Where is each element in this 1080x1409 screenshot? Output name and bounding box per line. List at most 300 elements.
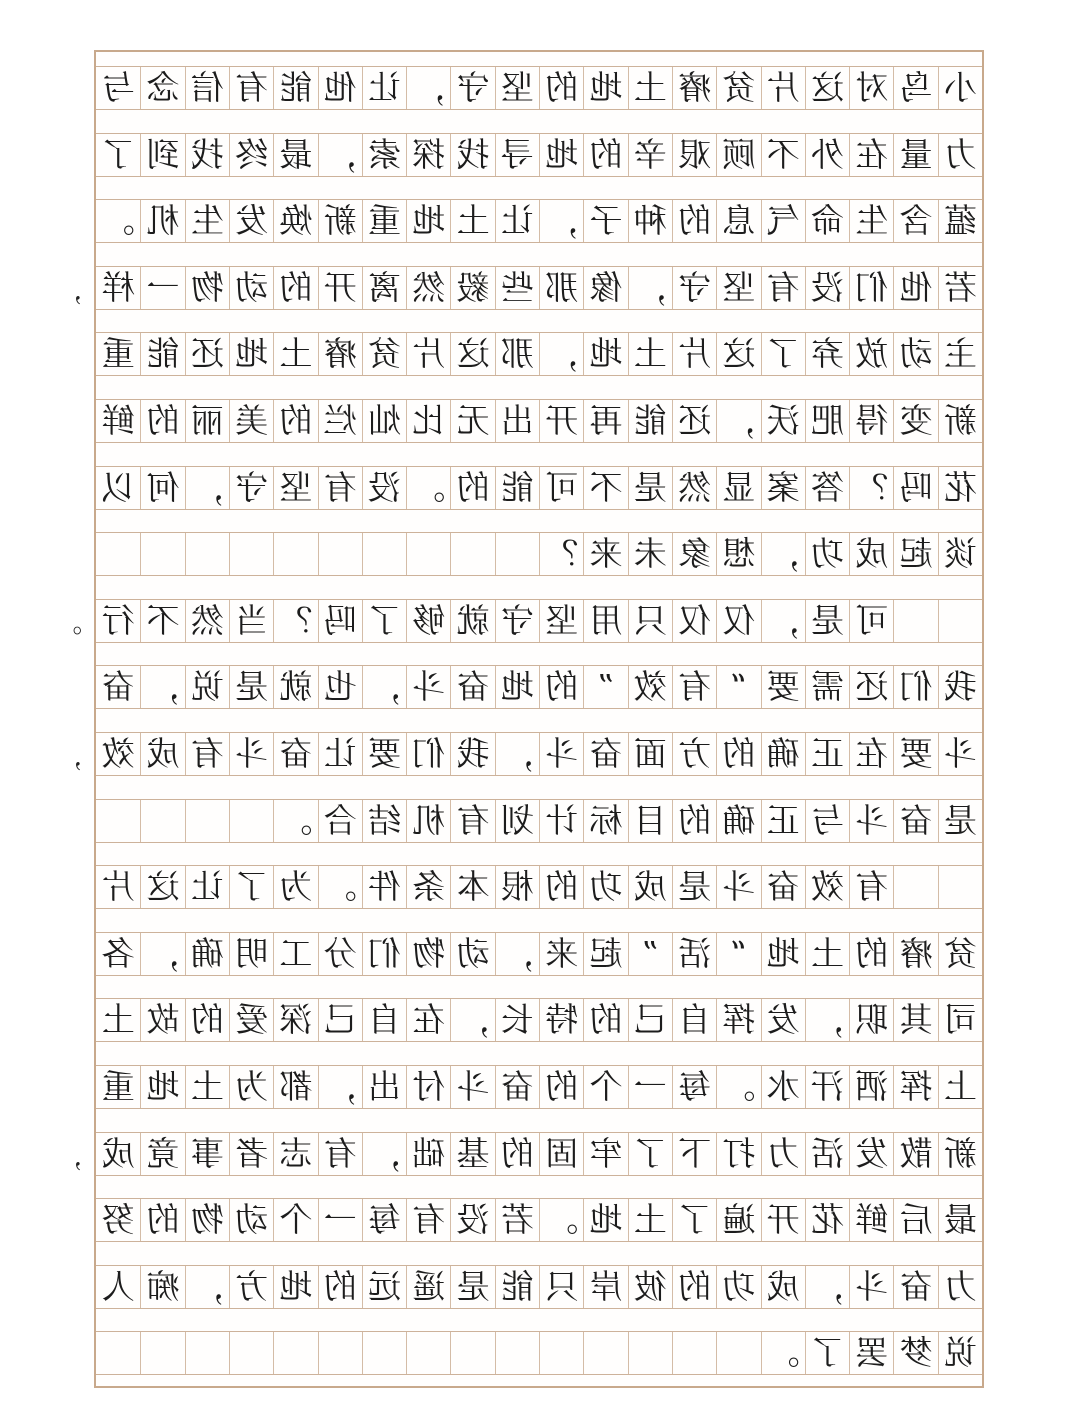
grid-cell: 土 (628, 67, 672, 109)
grid-cell: 到 (140, 134, 184, 176)
grid-cell (140, 1332, 184, 1374)
grid-cell (716, 1332, 760, 1374)
grid-cell: 各 (101, 933, 135, 973)
grid-cell: ？ (539, 533, 583, 575)
grid-cell: 个 (583, 1066, 627, 1108)
grid-cell: 斗 (406, 666, 450, 708)
grid-cell (672, 1332, 716, 1374)
grid-cell: 无 (450, 400, 494, 442)
grid-cell (229, 800, 273, 842)
grid-cell: 明 (229, 933, 273, 975)
grid-cell: 坚 (273, 467, 317, 509)
grid-cell: 了 (672, 1199, 716, 1241)
grid-cell: 罢 (849, 1332, 893, 1374)
grid-cell: 念 (140, 67, 184, 109)
grid-cell: 挥 (893, 1066, 937, 1108)
grid-cell: 我 (450, 733, 494, 775)
grid-cell: 以 (101, 467, 135, 507)
grid-cell: 奋 (761, 866, 805, 908)
grid-cell: 分 (318, 933, 362, 975)
grid-cell (406, 1332, 450, 1374)
grid-cell: 可 (539, 467, 583, 509)
grid-cell: 息 (716, 200, 760, 242)
grid-cell: 固 (539, 1133, 583, 1175)
grid-row (96, 998, 982, 1042)
grid-cell: 贫 (716, 67, 760, 109)
grid-cell (362, 533, 406, 575)
grid-cell: 的 (672, 800, 716, 842)
grid-cell (893, 866, 937, 908)
grid-cell: 是 (450, 1266, 494, 1308)
grid-cell: 不 (761, 134, 805, 176)
grid-cell: 开 (318, 267, 362, 309)
grid-cell: 土 (805, 933, 849, 975)
grid-cell: 含 (893, 200, 937, 242)
grid-cell: 的 (716, 733, 760, 775)
grid-cell: 地 (495, 666, 539, 708)
grid-cell: 成 (140, 733, 184, 775)
grid-cell: 没 (450, 1199, 494, 1241)
grid-cell: 土 (628, 1199, 672, 1241)
grid-cell: ， (539, 333, 583, 375)
grid-cell: 新 (318, 200, 362, 242)
grid-row (96, 665, 982, 709)
grid-cell: 气 (761, 200, 805, 242)
grid-cell: 象 (672, 533, 716, 575)
grid-cell: 开 (761, 1199, 805, 1241)
grid-cell: 奋 (101, 667, 135, 707)
grid-cell: 物 (406, 933, 450, 975)
grid-cell: 案 (761, 467, 805, 509)
grid-cell: 守 (495, 600, 539, 642)
grid-cell: 这 (805, 67, 849, 109)
grid-cell: 这 (450, 333, 494, 375)
grid-cell: 方 (672, 733, 716, 775)
grid-cell: 工 (273, 933, 317, 975)
grid-cell: 土 (628, 333, 672, 375)
grid-cell: 土 (185, 1066, 229, 1108)
grid-cell: 放 (849, 333, 893, 375)
grid-row (96, 865, 982, 909)
grid-cell: 行 (101, 600, 135, 640)
grid-cell: 了 (101, 134, 135, 174)
grid-cell: ， (362, 1133, 406, 1175)
grid-cell: 计 (539, 800, 583, 842)
grid-cell: 竟 (140, 1133, 184, 1175)
grid-cell (495, 1332, 539, 1374)
grid-cell: 答 (805, 467, 849, 509)
grid-cell: ， (495, 933, 539, 975)
grid-cell: 片 (101, 867, 135, 907)
grid-cell: 是 (672, 866, 716, 908)
grid-cell: 片 (761, 67, 805, 109)
grid-cell: 有 (849, 866, 893, 908)
grid-cell: 成 (849, 533, 893, 575)
grid-cell: 成 (761, 1266, 805, 1308)
grid-cell: 故 (140, 999, 184, 1041)
grid-cell: 打 (716, 1133, 760, 1175)
grid-row (96, 599, 982, 643)
grid-cell: 烂 (318, 400, 362, 442)
grid-cell: 方 (229, 1266, 273, 1308)
grid-cell: 条 (406, 866, 450, 908)
grid-cell: 生 (185, 200, 229, 242)
grid-cell: 奋 (273, 733, 317, 775)
grid-cell: 有 (406, 1199, 450, 1241)
grid-cell: 没 (805, 267, 849, 309)
grid-cell: 子 (583, 200, 627, 242)
grid-row (96, 399, 982, 443)
grid-cell (938, 866, 982, 908)
grid-cell: 爱 (229, 999, 273, 1041)
margin-punctuation: ， (55, 742, 82, 772)
grid-cell: 遍 (716, 1199, 760, 1241)
grid-row (96, 1265, 982, 1309)
grid-cell: 外 (805, 134, 849, 176)
grid-cell: 比 (406, 400, 450, 442)
grid-cell: 自 (362, 999, 406, 1041)
grid-cell: 想 (716, 533, 760, 575)
grid-cell: 瘠 (672, 67, 716, 109)
grid-cell: 丽 (185, 400, 229, 442)
grid-cell: 是 (805, 600, 849, 642)
grid-cell: 根 (495, 866, 539, 908)
grid-cell: 基 (450, 1133, 494, 1175)
grid-row (96, 799, 982, 843)
grid-cell: 地 (273, 1266, 317, 1308)
grid-cell: 土 (101, 1000, 135, 1040)
grid-cell: ， (495, 733, 539, 775)
grid-cell: ” (628, 933, 672, 975)
grid-row (96, 133, 982, 177)
grid-cell (185, 1332, 229, 1374)
grid-cell (229, 533, 273, 575)
grid-cell: 。 (101, 201, 135, 241)
grid-cell: 正 (761, 800, 805, 842)
grid-cell: 合 (318, 800, 362, 842)
grid-cell: 。 (539, 1199, 583, 1241)
grid-row (96, 266, 982, 310)
grid-cell: 。 (318, 866, 362, 908)
grid-cell: 若 (495, 1199, 539, 1241)
grid-cell (273, 533, 317, 575)
grid-cell (140, 800, 184, 842)
grid-row (96, 732, 982, 776)
grid-cell: 的 (185, 999, 229, 1041)
grid-cell: ？ (273, 600, 317, 642)
grid-cell: 出 (362, 1066, 406, 1108)
grid-cell: 效 (628, 666, 672, 708)
grid-cell: 贫 (362, 333, 406, 375)
grid-cell: 的 (539, 666, 583, 708)
grid-cell: 每 (362, 1199, 406, 1241)
grid-cell: 有 (450, 800, 494, 842)
grid-cell: 艰 (672, 134, 716, 176)
grid-cell: 坚 (495, 67, 539, 109)
grid-cell: ， (318, 134, 362, 176)
grid-cell: 效 (805, 866, 849, 908)
grid-cell (318, 1332, 362, 1374)
grid-cell: 了 (628, 1133, 672, 1175)
grid-row (96, 1331, 982, 1375)
grid-cell: 正 (805, 733, 849, 775)
grid-cell: 找 (450, 134, 494, 176)
grid-cell: 也 (318, 666, 362, 708)
grid-cell: 只 (539, 1266, 583, 1308)
grid-cell: 让 (495, 200, 539, 242)
grid-cell: 了 (761, 333, 805, 375)
grid-cell: 瘠 (893, 933, 937, 975)
grid-cell: 在 (849, 733, 893, 775)
grid-cell: 只 (628, 600, 672, 642)
grid-cell: 。 (761, 1332, 805, 1374)
grid-cell: 显 (716, 467, 760, 509)
grid-cell: 己 (628, 999, 672, 1041)
grid-cell (893, 600, 937, 642)
grid-cell: ， (140, 666, 184, 708)
grid-cell: 动 (229, 1199, 273, 1241)
grid-cell: 力 (938, 134, 982, 176)
grid-cell: 效 (101, 734, 135, 773)
grid-cell: 面 (628, 733, 672, 775)
grid-cell: 础 (406, 1133, 450, 1175)
grid-cell: 沃 (761, 400, 805, 442)
grid-cell: 需 (805, 666, 849, 708)
grid-cell: 奋 (893, 1266, 937, 1308)
grid-cell: 确 (716, 800, 760, 842)
grid-cell (273, 1332, 317, 1374)
grid-cell: 吗 (318, 600, 362, 642)
grid-cell: 事 (185, 1133, 229, 1175)
grid-cell: 生 (849, 200, 893, 242)
grid-cell: 有 (229, 67, 273, 109)
grid-cell: 奋 (495, 1066, 539, 1108)
grid-cell: 们 (406, 733, 450, 775)
grid-cell: 付 (406, 1066, 450, 1108)
grid-cell: 片 (406, 333, 450, 375)
grid-cell: 花 (805, 1199, 849, 1241)
grid-cell: 本 (450, 866, 494, 908)
grid-cell: 活 (672, 933, 716, 975)
grid-cell: 还 (672, 400, 716, 442)
grid-cell: 深 (273, 999, 317, 1041)
grid-cell: 有 (672, 666, 716, 708)
grid-cell: 寻 (495, 134, 539, 176)
grid-cell: ， (761, 600, 805, 642)
grid-cell: 要 (761, 666, 805, 708)
grid-cell: 能 (628, 400, 672, 442)
grid-cell: 变 (893, 400, 937, 442)
grid-cell: 开 (539, 400, 583, 442)
grid-cell: ， (185, 1266, 229, 1308)
grid-cell: 肥 (805, 400, 849, 442)
grid-row (96, 466, 982, 510)
grid-cell: 成 (101, 1133, 135, 1173)
grid-cell: 辛 (628, 134, 672, 176)
grid-cell: 鸟 (893, 67, 937, 109)
grid-cell: 地 (406, 200, 450, 242)
grid-cell: 有 (318, 467, 362, 509)
grid-cell: 划 (495, 800, 539, 842)
grid-cell: 来 (539, 933, 583, 975)
grid-cell: 其 (893, 999, 937, 1041)
grid-cell: 可 (849, 600, 893, 642)
grid-cell: 与 (101, 68, 135, 107)
grid-cell: 让 (318, 733, 362, 775)
grid-cell: 毅 (450, 267, 494, 309)
grid-cell: 土 (450, 200, 494, 242)
grid-cell: 要 (362, 733, 406, 775)
grid-cell: ” (583, 666, 627, 708)
grid-cell: 量 (893, 134, 937, 176)
grid-cell: 梦 (893, 1332, 937, 1374)
grid-cell: ， (362, 666, 406, 708)
grid-cell: 地 (583, 333, 627, 375)
grid-row (96, 1198, 982, 1242)
grid-cell: 得 (849, 400, 893, 442)
grid-cell: ， (539, 200, 583, 242)
grid-cell: 上 (938, 1066, 982, 1108)
grid-cell: 找 (185, 134, 229, 176)
grid-cell: 动 (893, 333, 937, 375)
grid-cell: 的 (495, 1133, 539, 1175)
grid-cell: ， (761, 533, 805, 575)
grid-cell: 的 (318, 1266, 362, 1308)
grid-cell: 让 (362, 67, 406, 109)
grid-cell: 然 (185, 600, 229, 642)
grid-cell: 功 (805, 533, 849, 575)
grid-cell (96, 533, 140, 575)
grid-cell: 发 (229, 200, 273, 242)
grid-cell: 守 (672, 267, 716, 309)
grid-cell: 奋 (450, 666, 494, 708)
grid-cell (450, 533, 494, 575)
grid-cell: 确 (761, 733, 805, 775)
grid-cell: 挥 (716, 999, 760, 1041)
grid-cell: 彼 (628, 1266, 672, 1308)
grid-cell: 的 (583, 999, 627, 1041)
grid-cell: 再 (583, 400, 627, 442)
grid-cell: 何 (140, 467, 184, 509)
grid-cell: 物 (185, 1199, 229, 1241)
grid-cell: 斗 (716, 866, 760, 908)
grid-cell: 的 (539, 866, 583, 908)
grid-cell (450, 1332, 494, 1374)
grid-cell (628, 1332, 672, 1374)
grid-cell: 地 (583, 67, 627, 109)
grid-cell: 仅 (672, 600, 716, 642)
grid-cell: 瘠 (318, 333, 362, 375)
grid-cell: 当 (229, 600, 273, 642)
grid-cell: 我 (938, 666, 982, 708)
grid-cell: 是 (628, 467, 672, 509)
grid-cell: 遥 (406, 1266, 450, 1308)
grid-cell: 们 (362, 933, 406, 975)
grid-cell: 要 (893, 733, 937, 775)
grid-row (96, 66, 982, 110)
grid-cell: 的 (539, 67, 583, 109)
grid-cell: 发 (761, 999, 805, 1041)
grid-cell: 志 (273, 1133, 317, 1175)
grid-cell: ， (628, 267, 672, 309)
grid-cell: ， (185, 467, 229, 509)
grid-cell: 来 (583, 533, 627, 575)
grid-cell: 他 (893, 267, 937, 309)
margin-punctuation: ， (55, 1141, 82, 1172)
grid-row (96, 532, 982, 576)
grid-cell: 然 (406, 267, 450, 309)
grid-cell: 样 (101, 267, 135, 307)
grid-cell: 终 (229, 134, 273, 176)
grid-cell: 焕 (273, 200, 317, 242)
grid-cell: 痴 (140, 1266, 184, 1308)
grid-cell: 己 (318, 999, 362, 1041)
grid-cell: 自 (672, 999, 716, 1041)
grid-cell: 花 (938, 467, 982, 509)
grid-cell: 的 (849, 933, 893, 975)
grid-cell: 力 (761, 1133, 805, 1175)
grid-cell: 信 (185, 67, 229, 109)
grid-cell: 还 (185, 333, 229, 375)
margin-punctuation: ， (55, 275, 82, 306)
grid-cell: 人 (101, 1266, 135, 1306)
grid-cell: 了 (362, 600, 406, 642)
grid-cell: 重 (101, 334, 135, 374)
grid-cell: 有 (761, 267, 805, 309)
grid-cell: ？ (849, 467, 893, 509)
grid-cell: 们 (893, 666, 937, 708)
grid-cell: 地 (539, 134, 583, 176)
grid-cell: 起 (583, 933, 627, 975)
grid-cell: 然 (672, 467, 716, 509)
grid-cell: 不 (583, 467, 627, 509)
grid-row (96, 1065, 982, 1109)
grid-cell: 这 (716, 333, 760, 375)
grid-cell: 没 (362, 467, 406, 509)
grid-cell: 说 (185, 666, 229, 708)
grid-cell: 他 (318, 67, 362, 109)
grid-cell: 特 (539, 999, 583, 1041)
grid-cell: ， (805, 999, 849, 1041)
grid-cell (938, 600, 982, 642)
grid-cell: 索 (362, 134, 406, 176)
grid-cell: 在 (849, 134, 893, 176)
grid-cell: 不 (140, 600, 184, 642)
grid-cell: 水 (761, 1066, 805, 1108)
grid-cell: 是 (938, 800, 982, 842)
grid-cell: ， (406, 67, 450, 109)
grid-cell: ， (450, 999, 494, 1041)
grid-cell: 。 (273, 800, 317, 842)
grid-cell: 斗 (849, 800, 893, 842)
grid-cell: 的 (450, 467, 494, 509)
grid-cell: 一 (318, 1199, 362, 1241)
grid-cell: 都 (273, 1066, 317, 1108)
grid-cell: 地 (583, 1199, 627, 1241)
grid-cell: 能 (495, 467, 539, 509)
grid-cell: 些 (495, 267, 539, 309)
grid-cell: 职 (849, 999, 893, 1041)
grid-cell: 的 (140, 400, 184, 442)
grid-cell: 机 (406, 800, 450, 842)
grid-cell: 一 (628, 1066, 672, 1108)
grid-cell (140, 533, 184, 575)
grid-cell: 。 (716, 1066, 760, 1108)
grid-cell: 对 (849, 67, 893, 109)
grid-cell: 守 (229, 467, 273, 509)
grid-cell: 长 (495, 999, 539, 1041)
grid-cell: 了 (229, 866, 273, 908)
